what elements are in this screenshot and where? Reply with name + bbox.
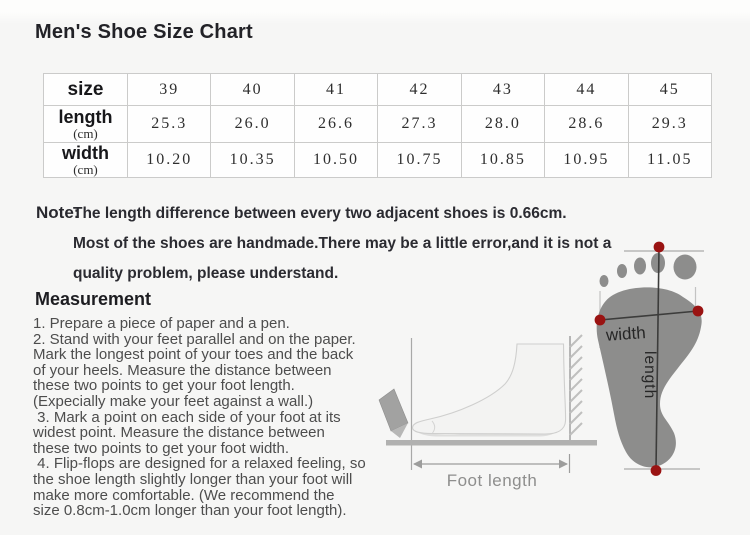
size-value-cell: 43 [461, 74, 544, 106]
instruction-line: Mark the longest point of your toes and the back [33, 346, 354, 364]
width-value-cell: 10.20 [128, 143, 211, 178]
footprint-width-label: width [605, 323, 647, 345]
table-row-length [44, 106, 712, 143]
foot-length-label: Foot length [446, 471, 538, 490]
instruction-line: these two points to get your foot width. [33, 439, 289, 457]
note-text [73, 204, 673, 294]
length-value-cell: 28.0 [461, 106, 544, 143]
measurement-instructions [33, 316, 423, 519]
width-value-cell: 10.75 [378, 143, 461, 178]
size-value-cell: 42 [378, 74, 461, 106]
width-label: width [62, 142, 109, 163]
instruction-line: 2. Stand with your feet parallel and on the paper. [33, 330, 356, 348]
toe [617, 264, 627, 278]
wall-hatch [570, 335, 582, 435]
note-line: quality problem, please understand. [73, 265, 339, 282]
size-value-cell: 41 [294, 74, 377, 106]
toe [634, 258, 646, 275]
length-label: length [58, 106, 113, 127]
size-value-cell: 39 [128, 74, 211, 106]
width-value-cell: 10.35 [211, 143, 294, 178]
marker-dot-bottom [651, 465, 662, 476]
foot-outline [413, 344, 566, 434]
toe [600, 275, 609, 287]
note-line: The length difference between every two adjacent shoes is 0.66cm. [73, 205, 567, 222]
instruction-line: size 0.8cm-1.0cm longer than your foot length). [33, 502, 347, 520]
size-value-cell: 40 [211, 74, 294, 106]
length-header-cell [44, 106, 128, 143]
marker-dot-top [654, 242, 665, 253]
size-chart-table [43, 73, 712, 178]
length-value-cell: 29.3 [628, 106, 711, 143]
size-value-cell: 45 [628, 74, 711, 106]
footprint-length-label: length [641, 351, 658, 400]
length-value-cell: 26.0 [211, 106, 294, 143]
measurement-heading: Measurement [35, 289, 152, 309]
width-value-cell: 11.05 [628, 143, 711, 178]
instruction-line: the shoe length slightly longer than your foot will [33, 470, 353, 488]
length-value-cell: 28.6 [545, 106, 628, 143]
table-row-width [44, 143, 712, 178]
width-value-cell: 10.50 [294, 143, 377, 178]
width-unit: (cm) [73, 161, 98, 177]
arrowhead-right [559, 460, 568, 469]
size-value-cell: 44 [545, 74, 628, 106]
marker-dot-right [693, 306, 704, 317]
width-value-cell: 10.85 [461, 143, 544, 178]
length-unit: (cm) [73, 125, 98, 141]
size-header-cell: size [44, 74, 128, 106]
marker-dot-left [595, 315, 606, 326]
instruction-line: 1. Prepare a piece of paper and a pen. [33, 315, 290, 332]
width-value-cell: 10.95 [545, 143, 628, 178]
instruction-line: 3. Mark a point on each side of your foot at its [33, 408, 341, 426]
footprint-diagram [588, 236, 750, 482]
arrowhead-left [413, 460, 422, 469]
ground-line [386, 440, 597, 446]
width-header-cell [44, 143, 128, 178]
page-title: Men's Shoe Size Chart [35, 21, 253, 43]
note-label: Note: [36, 203, 80, 222]
instruction-line: these two points to get your foot length. [33, 377, 295, 395]
foot-length-diagram [380, 332, 600, 475]
length-value-cell: 26.6 [294, 106, 377, 143]
length-value-cell: 25.3 [128, 106, 211, 143]
length-value-cell: 27.3 [378, 106, 461, 143]
pen-icon [379, 389, 408, 431]
big-toe [674, 255, 697, 280]
table-row-size [44, 74, 712, 106]
instruction-line: make more comfortable. (We recommend the [33, 486, 335, 504]
instruction-line: widest point. Measure the distance between [33, 424, 325, 442]
instruction-line: (Expecially make your feet against a wall.) [33, 392, 314, 410]
instruction-line: 4. Flip-flops are designed for a relaxed feeling, so [33, 455, 366, 473]
instruction-line: of your heels. Measure the distance between [33, 361, 332, 379]
note-line: Most of the shoes are handmade.There may be a little error,and it is not a [73, 235, 612, 252]
